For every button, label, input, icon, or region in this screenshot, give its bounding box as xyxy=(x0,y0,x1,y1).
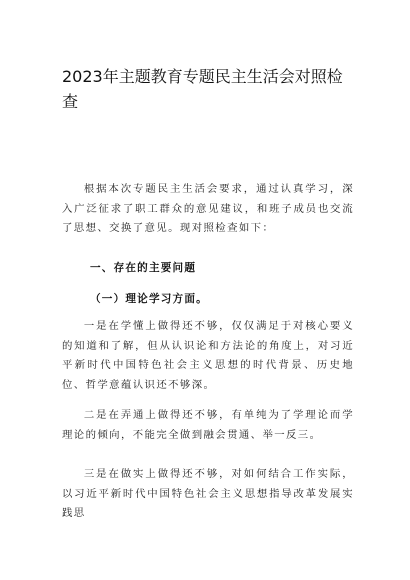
body-paragraph-2: 二是在弄通上做得还不够，有单纯为了学理论而学理论的倾向，不能完全做到融会贯通、举一反三。 xyxy=(62,409,354,441)
subsection-heading: （一）理论学习方面。 xyxy=(90,293,208,305)
section-heading: 一、存在的主要问题 xyxy=(90,262,197,274)
body-paragraph-3: 三是在做实上做得还不够，对如何结合工作实际，以习近平新时代中国特色社会主义思想指导改革发展实践思 xyxy=(62,468,354,520)
body-paragraph-1: 一是在学懂上做得还不够，仅仅满足于对核心要义的知道和了解，但从认识论和方法论的角度上，对习近平新时代中国特色社会主义思想的时代背景、历史地位、哲学意蕴认识还不够深。 xyxy=(62,320,354,391)
document-title: 2023年主题教育专题民主生活会对照检查 xyxy=(62,67,343,111)
intro-paragraph: 根据本次专题民主生活会要求，通过认真学习，深入广泛征求了职工群众的意见建议，和班子成员也交流了思想、交换了意见。现对照检查如下： xyxy=(62,183,354,235)
